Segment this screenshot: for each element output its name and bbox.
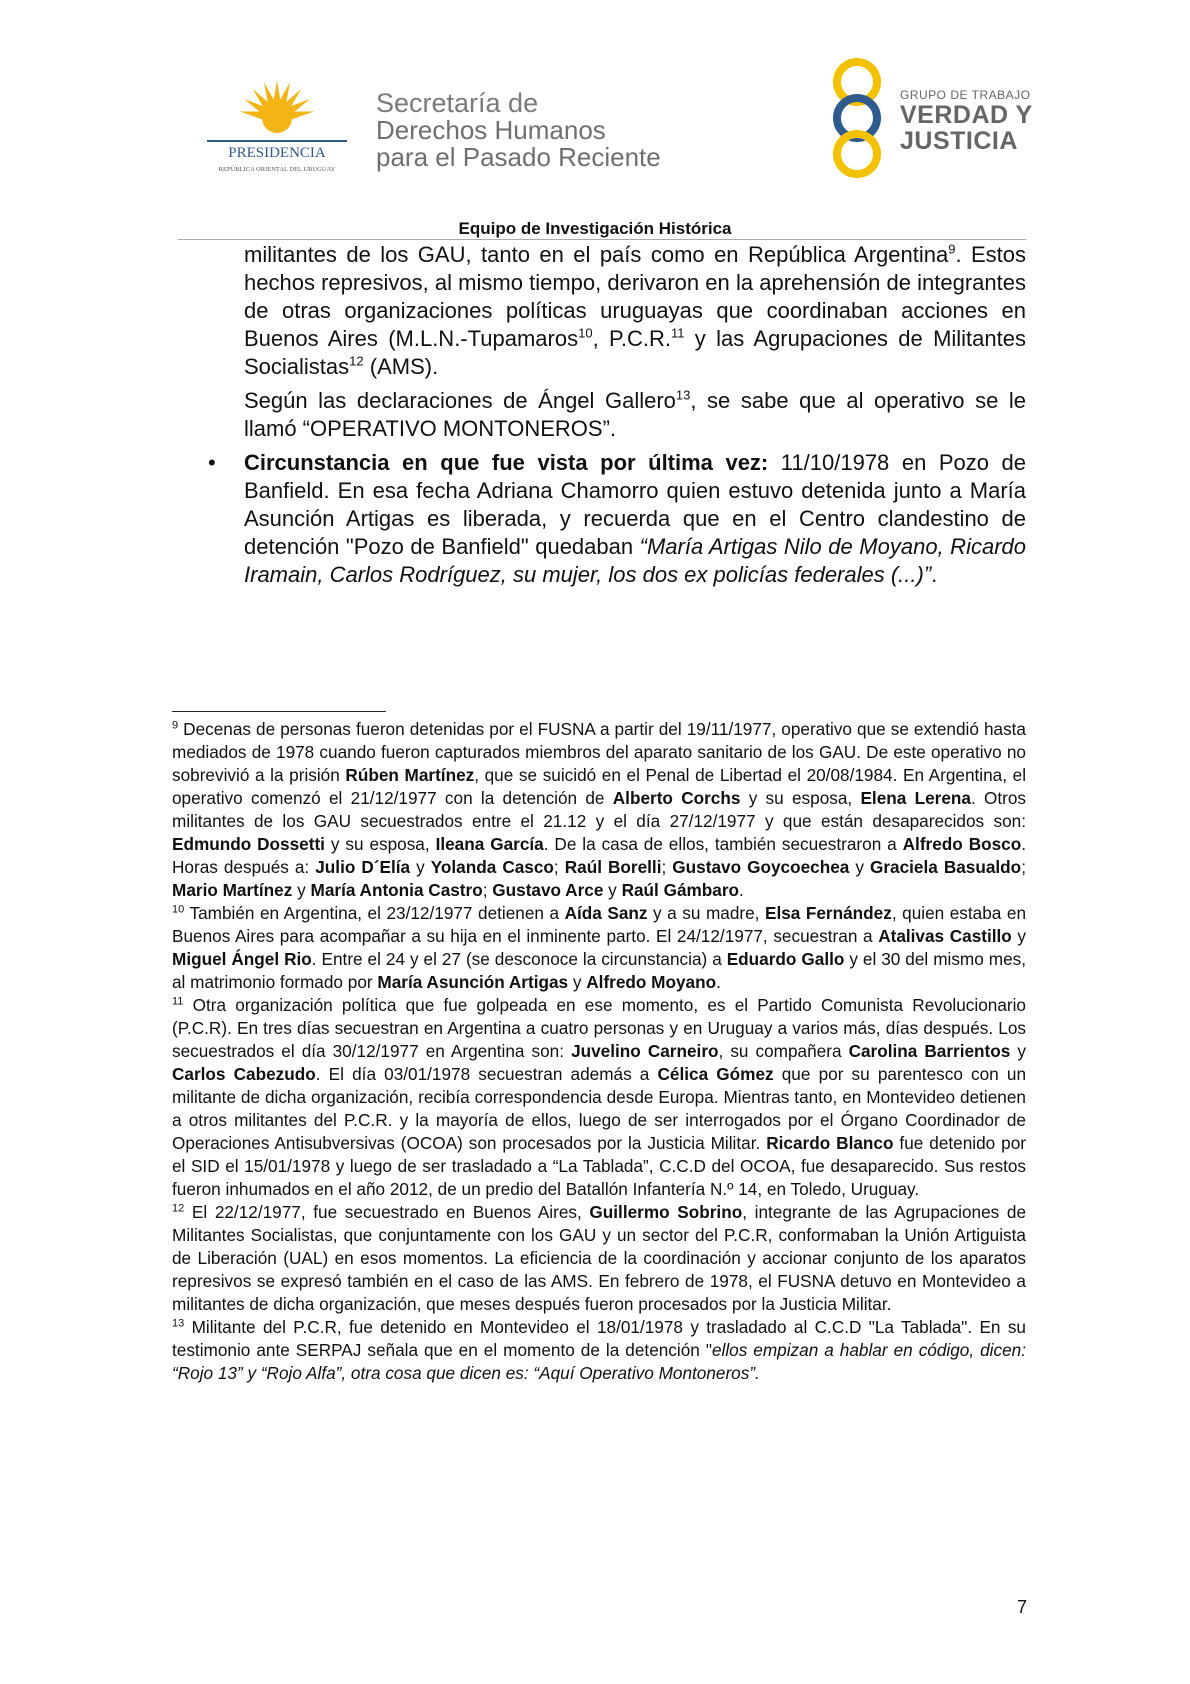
bold-name: Eduardo Gallo <box>726 949 845 969</box>
bold-name: Miguel Ángel Rio <box>172 949 312 969</box>
bold-name: Raúl Borelli <box>564 857 662 877</box>
bold-name: Carolina Barrientos <box>848 1041 1011 1061</box>
verdad-justicia-wordmark <box>900 88 1033 154</box>
bold-name: Rúben Martínez <box>345 765 475 785</box>
footnote-text: y <box>603 880 622 900</box>
bullet-paragraph <box>244 449 1026 589</box>
bullet-item-circunstancia <box>208 449 1027 589</box>
footnote-text: Decenas de personas fueron detenidas por el FUSNA a partir del 19/11/1977, operativo que se extendió hasta mediados de 1978 cuando fueron capturados miembros del aparato sanitario de los GAU. De este operativo no sobrevivió a la prisión <box>172 719 1026 785</box>
secretaria-line3: para el Pasado Reciente <box>376 142 661 172</box>
footnote-number: 13 <box>172 1317 185 1330</box>
secretaria-line2: Derechos Humanos <box>376 115 606 145</box>
bold-name: Elsa Fernández <box>764 903 892 923</box>
footnote-text: . <box>716 972 721 992</box>
secretaria-line1: Secretaría de <box>376 88 539 118</box>
bold-name: María Asunción Artigas <box>377 972 569 992</box>
footnote-text: y <box>568 972 587 992</box>
footnote-text: , quien estaba en Buenos Aires para acompañar a su hija en el inminente parto. El 24/12/1977, secuestran a <box>172 903 1026 946</box>
p2-text-a: Según las declaraciones de Ángel Gallero <box>244 388 676 413</box>
footnote-text: ; <box>482 880 493 900</box>
bold-name: Juvelino Carneiro <box>571 1041 719 1061</box>
bullet-quote: “María Artigas Nilo de Moyano, Ricardo Iramain, Carlos Rodríguez, su mujer, los dos ex policías federales (...)” <box>244 534 1026 587</box>
bold-name: Edmundo Dossetti <box>172 834 325 854</box>
bold-name: Yolanda Casco <box>430 857 554 877</box>
bold-name: Alfredo Moyano <box>586 972 717 992</box>
p1-text-a: militantes de los GAU, tanto en el país como en República Argentina <box>244 242 949 267</box>
bold-name: María Antonia Castro <box>310 880 483 900</box>
footnote-text: y a su madre, <box>647 903 765 923</box>
footnote-text: Otra organización política que fue golpeada en ese momento, es el Partido Comunista Revolucionario (P.C.R). En tres días secuestran en Argentina a cuatro personas y en Uruguay a varios más, días después. Los secuestrados el día 30/12/1977 en Argentina son: <box>172 995 1026 1061</box>
footnote-text: . Entre el 24 y el 27 (se desconoce la circunstancia) a <box>311 949 727 969</box>
footnote-12 <box>172 1201 1026 1316</box>
verdad-justicia-rings-logo <box>822 56 892 180</box>
footnote-11 <box>172 994 1026 1201</box>
footnote-number: 11 <box>172 995 184 1008</box>
bold-name: Célica Gómez <box>657 1064 774 1084</box>
footnote-text: También en Argentina, el 23/12/1977 detienen a <box>184 903 565 923</box>
bold-name: Aída Sanz <box>564 903 648 923</box>
bold-name: Atalivas Castillo <box>878 926 1012 946</box>
footnote-number: 12 <box>172 1202 185 1215</box>
footnote-text: . De la casa de ellos, también secuestraron a <box>543 834 903 854</box>
bullet-label: Circunstancia en que fue vista por última vez: <box>244 450 769 475</box>
bold-name: Mario Martínez <box>172 880 293 900</box>
footnote-text: . Horas después a: <box>172 834 1027 877</box>
bullet-text: 11/10/1978 en Pozo de Banfield. En esa fecha Adriana Chamorro quien estuvo detenida junto a María Asunción Artigas es liberada, y recuerda que en el Centro clandestino de detención "Pozo de Banfield" quedaban <box>244 450 1027 559</box>
bold-name: Guillermo Sobrino <box>589 1202 743 1222</box>
page-number: 7 <box>1016 1597 1027 1617</box>
bold-name: Alfredo Bosco <box>902 834 1022 854</box>
bold-name: Graciela Basualdo <box>869 857 1022 877</box>
footnote-text: y su esposa, <box>740 788 861 808</box>
p1-text-c: , P.C.R. <box>592 326 671 351</box>
bold-name: Carlos Cabezudo <box>172 1064 316 1084</box>
footnote-9 <box>172 718 1026 902</box>
footnote-text: Militante del P.C.R, fue detenido en Montevideo el 18/01/1978 y trasladado al C.C.D "La Tablada". En su testimonio ante SERPAJ señala que en el momento de la detención " <box>172 1317 1026 1360</box>
equipo-heading: Equipo de Investigación Histórica <box>458 219 732 238</box>
paragraph-gau <box>244 241 1026 381</box>
footnote-text: , su compañera <box>718 1041 849 1061</box>
footnote-10 <box>172 902 1026 994</box>
bullet-icon: • <box>208 450 216 475</box>
bullet-end: . <box>931 562 938 587</box>
footnote-text: , integrante de las Agrupaciones de Militantes Socialistas, que conjuntamente con los GAU y un sector del P.C.R, conformaban la Unión Artiguista de Liberación (UAL) en esos momentos. La eficiencia de la coordinación y accionar conjunto de los aparatos represivos se expresó también en el caso de las AMS. En febrero de 1978, el FUSNA detuvo en Montevideo a militantes de dicha organización, que meses después fueron procesados por la Justicia Militar. <box>172 1202 1027 1314</box>
bold-name: Alberto Corchs <box>612 788 741 808</box>
bold-name: Elena Lerena <box>860 788 971 808</box>
footnote-ref-12[interactable]: 12 <box>349 353 364 369</box>
footnote-number: 10 <box>172 903 185 916</box>
p1-text-e: (AMS). <box>363 354 439 379</box>
footnote-ref-10[interactable]: 10 <box>578 325 593 341</box>
footnote-number: 9 <box>172 719 179 732</box>
footnote-text: y el 30 del mismo mes, al matrimonio formado por <box>172 949 1027 992</box>
page-header <box>0 0 1190 240</box>
footnote-separator <box>172 711 386 712</box>
footnote-text: y su esposa, <box>324 834 436 854</box>
footnote-text: El 22/12/1977, fue secuestrado en Buenos Aires, <box>184 1202 590 1222</box>
footnote-text: y <box>292 880 311 900</box>
footnote-ref-9[interactable]: 9 <box>948 241 956 257</box>
footnote-text: fue detenido por el SID el 15/01/1978 y luego de ser trasladado a “La Tablada”, C.C.D del OCOA, fue desaparecido. Sus restos fueron inhumados en el año 2012, de un predio del Batallón Infantería N.º 14, en Toledo, Uruguay. <box>172 1133 1026 1199</box>
paragraph-gallero <box>244 387 1026 443</box>
footnote-ref-13[interactable]: 13 <box>675 387 691 403</box>
footnote-text: y <box>1010 1041 1026 1061</box>
p2-text-b: , se sabe que al operativo se le llamó “OPERATIVO MONTONEROS”. <box>244 388 1027 441</box>
republica-label: REPÚBLICA ORIENTAL DEL URUGUAY <box>218 166 336 173</box>
header-divider <box>178 239 1026 240</box>
bold-name: Ileana García <box>435 834 544 854</box>
footnote-text: que por su parentesco con un militante de dicha organización, recibía correspondencia desde Europa. Mientras tanto, en Montevideo detienen a otros militantes del P.C.R. y la mayoría de ellos, luego de ser interrogados por el Órgano Coordinador de Operaciones Antisubversivas (OCOA) son procesados por la Justicia Militar. <box>172 1064 1027 1153</box>
footnote-text: ellos empizan a hablar en código, dicen: “Rojo 13” y “Rojo Alfa”, otra cosa que dicen es: “Aquí Operativo Montoneros”. <box>172 1340 1026 1383</box>
footnote-text: ; <box>553 857 565 877</box>
bold-name: Raúl Gámbaro <box>621 880 740 900</box>
footnote-text: y <box>1011 926 1026 946</box>
footnote-text: , que se suicidó en el Penal de Libertad el 20/08/1984. En Argentina, el operativo comenzó el 21/12/1977 con la detención de <box>172 765 1027 808</box>
footnote-text: . El día 03/01/1978 secuestran además a <box>315 1064 658 1084</box>
footnote-text: ; <box>661 857 673 877</box>
footnote-text: y <box>410 857 431 877</box>
presidencia-sun-logo <box>198 78 356 178</box>
bold-name: Ricardo Blanco <box>766 1133 894 1153</box>
footnote-text: ; <box>1021 857 1026 877</box>
presidencia-label: PRESIDENCIA <box>228 145 326 161</box>
bold-name: Gustavo Goycoechea <box>672 857 850 877</box>
footnote-ref-11[interactable]: 11 <box>670 325 685 341</box>
verdad-label: VERDAD Y <box>900 101 1033 129</box>
grupo-trabajo-label: GRUPO DE TRABAJO <box>900 88 1031 102</box>
footnote-13 <box>172 1316 1026 1385</box>
main-body <box>208 241 1027 589</box>
footnotes-section <box>172 718 1026 1385</box>
bold-name: Julio D´Elía <box>315 857 411 877</box>
footnote-text: . Otros militantes de los GAU secuestrados entre el 21.12 y el día 27/12/1977 y que están desaparecidos son: <box>172 788 1027 831</box>
p1-text-d: y las Agrupaciones de Militantes Socialistas <box>244 326 1026 379</box>
bold-name: Gustavo Arce <box>492 880 604 900</box>
justicia-label: JUSTICIA <box>900 127 1018 155</box>
footnote-text: . <box>739 880 744 900</box>
p1-text-b: . Estos hechos represivos, al mismo tiempo, derivaron en la aprehensión de integrantes de otras organizaciones políticas uruguayas que coordinaban acciones en Buenos Aires (M.L.N.-Tupamaros <box>244 242 1026 351</box>
footnote-text: y <box>849 857 870 877</box>
secretaria-title <box>376 90 661 171</box>
